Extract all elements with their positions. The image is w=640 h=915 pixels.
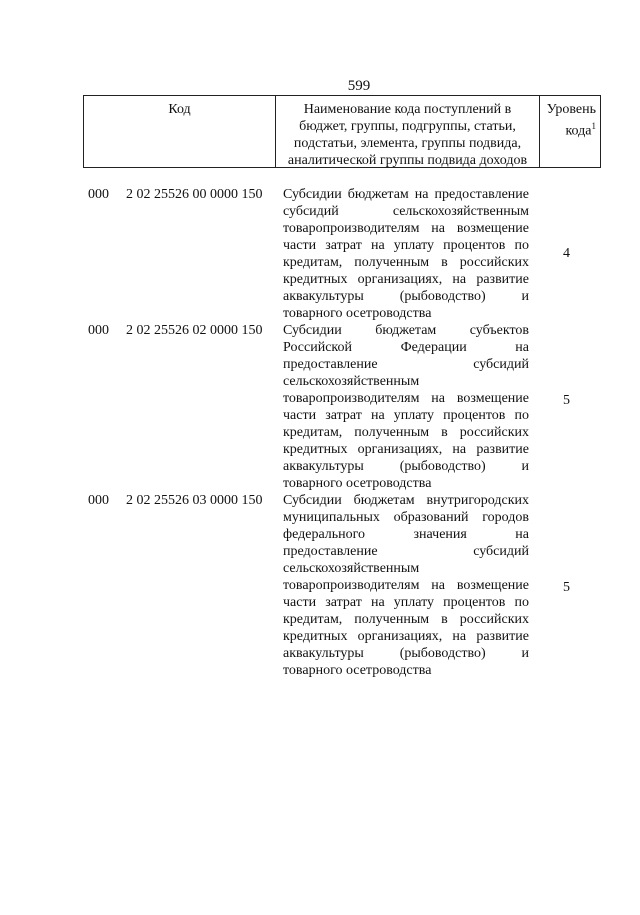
row-code: 2 02 25526 02 0000 150 [126, 323, 263, 338]
header-level-line2 [540, 118, 596, 140]
row-name-line: федерального значения на [283, 527, 529, 542]
row-name-line: кредитных организациях, на развитие [283, 442, 529, 457]
row-name-line: части затрат на уплату процентов по [283, 238, 529, 253]
row-name-line: Субсидии бюджетам субъектов [283, 323, 529, 338]
row-name-line: кредитам, полученным в российских [283, 255, 529, 270]
header-name [276, 96, 540, 167]
row-name-line: Субсидии бюджетам внутригородских [283, 493, 529, 508]
page-number: 599 [347, 78, 371, 94]
row-name-line: кредитных организациях, на развитие [283, 272, 529, 287]
table-row [88, 492, 588, 679]
table-row [88, 322, 588, 492]
row-name-line: предоставление субсидий [283, 544, 529, 559]
row-name-line: кредитных организациях, на развитие [283, 629, 529, 644]
row-code: 2 02 25526 00 0000 150 [126, 187, 263, 202]
row-name-line: кредитам, полученным в российских [283, 425, 529, 440]
header-code: Код [84, 96, 276, 167]
table-body [88, 186, 588, 679]
table-row [88, 186, 588, 322]
row-name-line: аквакультуры (рыбоводство) и [283, 646, 529, 661]
row-name-line: товарного осетроводства [283, 476, 432, 491]
row-name-line: товаропроизводителям на возмещение [283, 391, 529, 406]
row-name-line: части затрат на уплату процентов по [283, 408, 529, 423]
row-name [283, 492, 529, 679]
row-code: 2 02 25526 03 0000 150 [126, 493, 263, 508]
row-level: 4 [563, 246, 570, 261]
header-name-line: Наименование кода поступлений в [303, 102, 512, 117]
header-name-line: аналитической группы подвида доходов [287, 153, 528, 168]
row-name-line: субсидий сельскохозяйственным [283, 204, 529, 219]
header-level-label: кода [565, 123, 592, 139]
header-name-line: бюджет, группы, подгруппы, статьи, [299, 119, 516, 134]
row-name-line: товарного осетроводства [283, 663, 432, 678]
row-name-line: кредитам, полученным в российских [283, 612, 529, 627]
header-level [540, 96, 600, 167]
row-name-line: аквакультуры (рыбоводство) и [283, 289, 529, 304]
table-header [83, 95, 601, 168]
row-prefix: 000 [88, 493, 109, 508]
row-name [283, 186, 529, 322]
row-level: 5 [563, 393, 570, 408]
row-level: 5 [563, 580, 570, 595]
row-prefix: 000 [88, 187, 109, 202]
row-name-line: Субсидии бюджетам на предоставление [283, 187, 529, 202]
row-name-line: Российской Федерации на [283, 340, 529, 355]
row-name-line: аквакультуры (рыбоводство) и [283, 459, 529, 474]
row-name-line: части затрат на уплату процентов по [283, 595, 529, 610]
row-name-line: сельскохозяйственным [283, 374, 420, 389]
row-name-line: муниципальных образований городов [283, 510, 529, 525]
row-prefix: 000 [88, 323, 109, 338]
row-name-line: товаропроизводителям на возмещение [283, 221, 529, 236]
row-name-line: предоставление субсидий [283, 357, 529, 372]
row-name [283, 322, 529, 492]
row-name-line: сельскохозяйственным [283, 561, 420, 576]
row-name-line: товарного осетроводства [283, 306, 432, 321]
header-level-line1: Уровень [546, 102, 596, 117]
row-name-line: товаропроизводителям на возмещение [283, 578, 529, 593]
header-name-line: подстатьи, элемента, группы подвида, [293, 136, 522, 151]
footnote-marker: 1 [591, 121, 596, 131]
